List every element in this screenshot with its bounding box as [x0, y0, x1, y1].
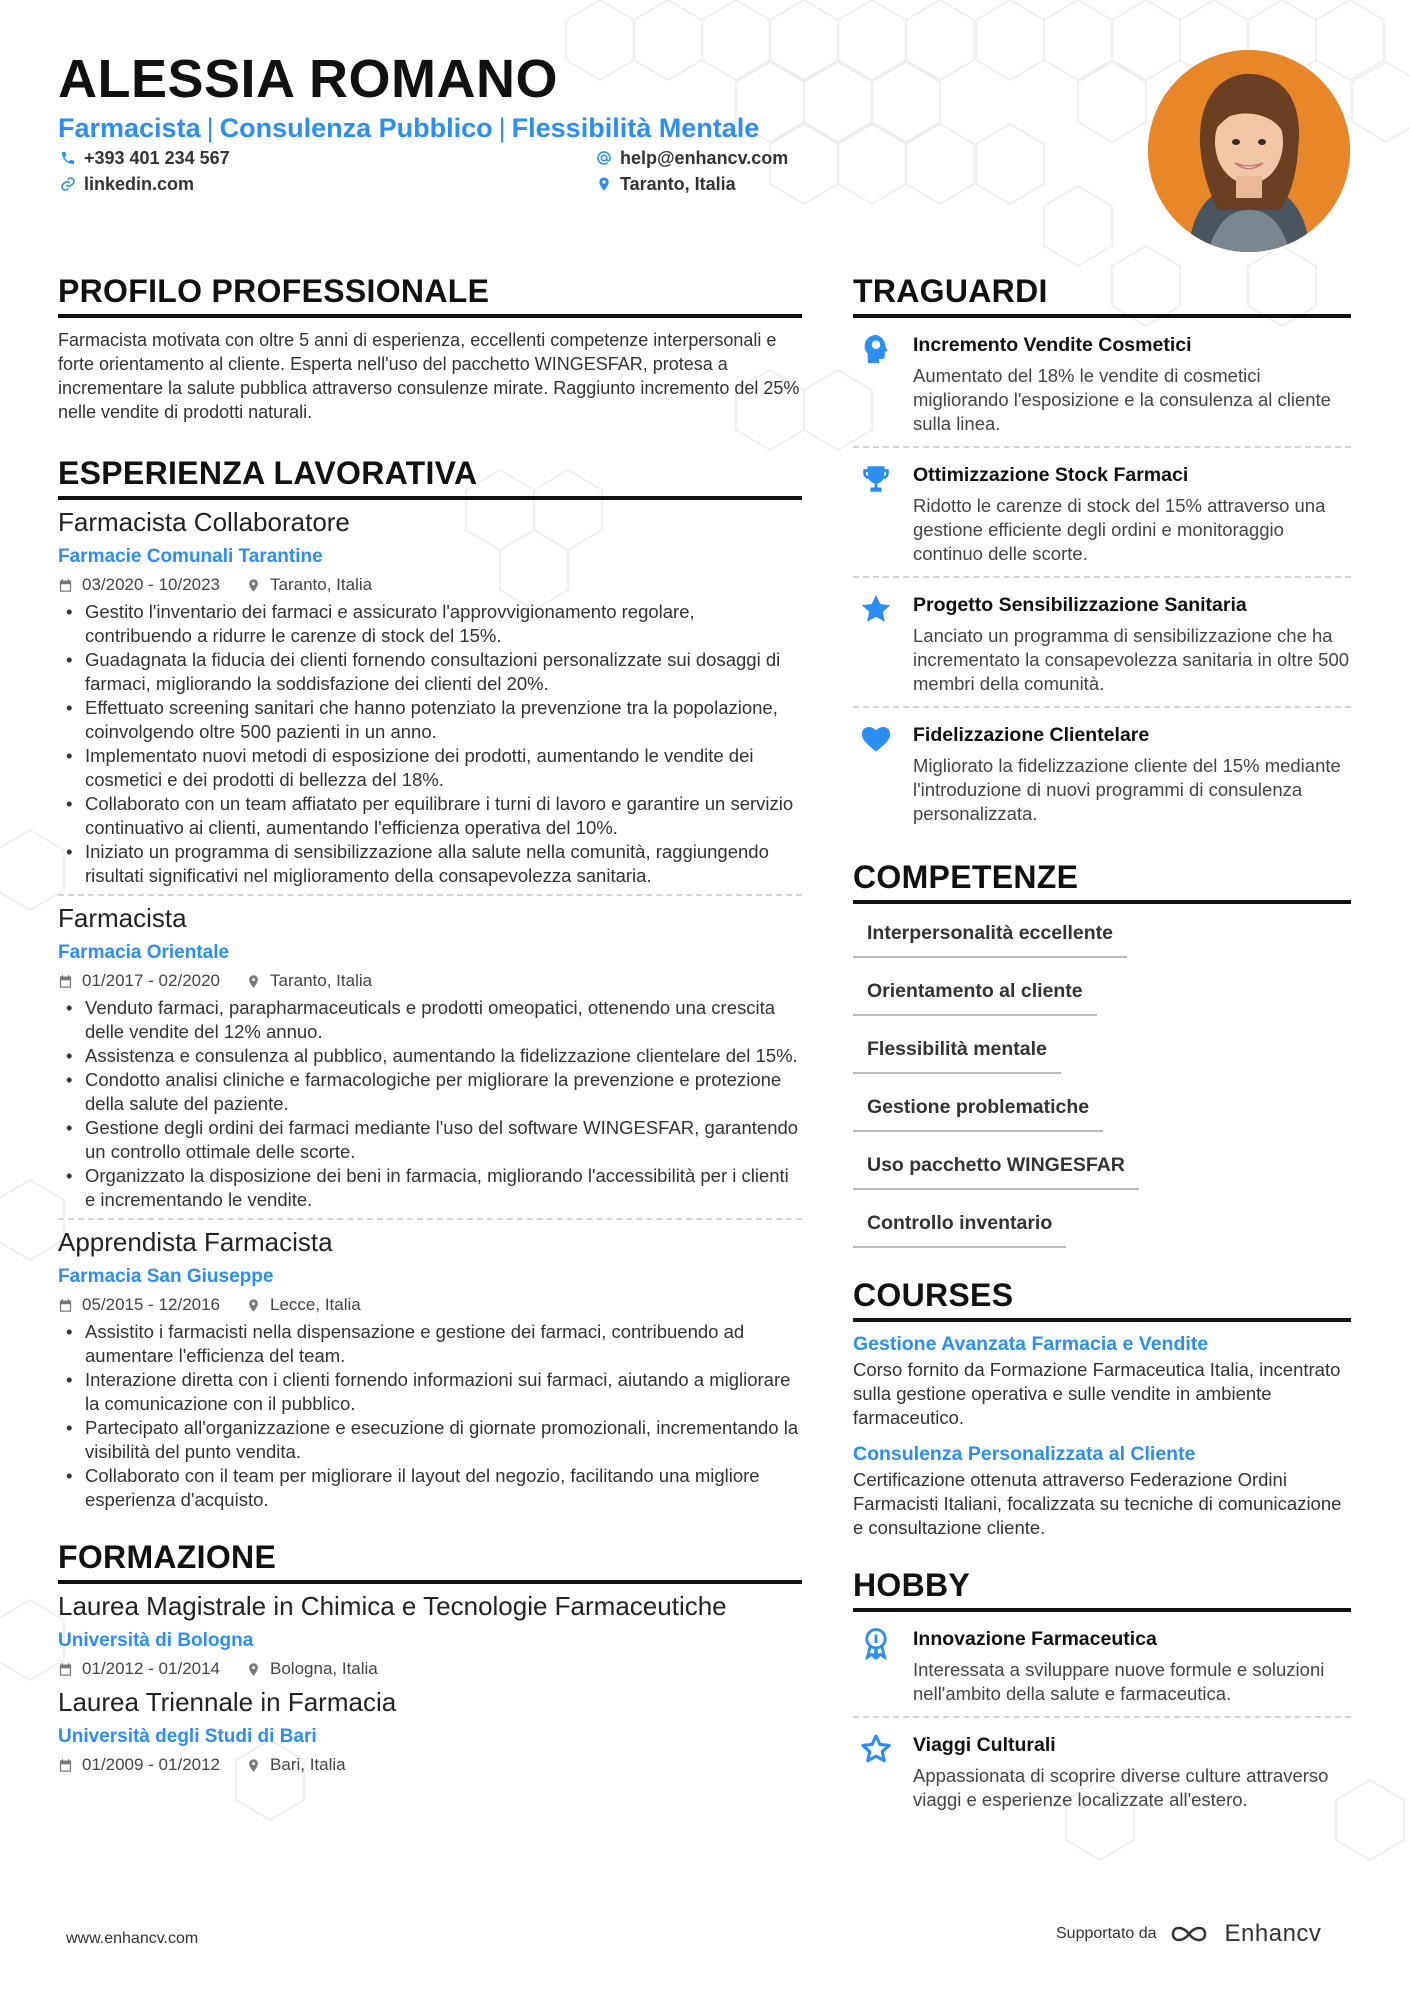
calendar-icon: [58, 1298, 73, 1313]
tagline-item: Flessibilità Mentale: [511, 113, 760, 143]
job-role: Farmacista Collaboratore: [58, 507, 350, 537]
job-company[interactable]: Farmacia San Giuseppe: [58, 1266, 274, 1287]
job-location: Taranto, Italia: [270, 575, 373, 594]
achievement-text: Ridotto le carenze di stock del 15% attraverso una gestione efficiente degli ordini e monitoraggio continuo delle scorte.: [913, 495, 1326, 564]
contact-linkedin[interactable]: [60, 173, 194, 195]
achievements-list: [853, 330, 1351, 836]
job-location: Lecce, Italia: [270, 1295, 361, 1314]
achievement-item: [853, 330, 1351, 446]
section-title-hobbies: HOBBY: [853, 1566, 1351, 1612]
powered-by-label: Supportato da: [1056, 1925, 1157, 1942]
job-bullet: • Iniziato un programma di sensibilizzazione alla salute nella comunità, raggiungendo risultati significativi nel miglioramento della consapevolezza sanitaria.: [58, 840, 802, 888]
job-bullet: • Collaborato con il team per migliorare il layout del negozio, facilitando una migliore esperienza d'acquisto.: [58, 1464, 802, 1512]
calendar-icon: [58, 1662, 73, 1677]
hobby-text: Interessata a sviluppare nuove formule e soluzioni nell'ambito della salute e farmaceutica.: [913, 1659, 1325, 1704]
job-entry: [58, 506, 802, 896]
job-bullet: • Gestione degli ordini dei farmaci mediante l'uso del software WINGESFAR, garantendo un controllo ottimale delle scorte.: [58, 1116, 802, 1164]
job-entry: [58, 902, 802, 1220]
tagline-separator: |: [498, 113, 506, 143]
hobby-text: Appassionata di scoprire diverse culture attraverso viaggi e esperienze localizzate all'estero.: [913, 1765, 1329, 1810]
education-location: Bologna, Italia: [270, 1659, 378, 1678]
brand-name: Enhancv: [1224, 1920, 1322, 1947]
entry-divider: [58, 894, 802, 896]
job-entry: [58, 1226, 802, 1512]
job-meta: [58, 574, 802, 596]
job-dates: 03/2020 - 10/2023: [82, 575, 221, 594]
section-title-education: FORMAZIONE: [58, 1538, 802, 1584]
achievement-title: Progetto Sensibilizzazione Sanitaria: [913, 594, 1247, 616]
hobby-title: Viaggi Culturali: [913, 1734, 1056, 1756]
entry-divider: [853, 1716, 1351, 1718]
job-company[interactable]: Farmacia Orientale: [58, 942, 230, 963]
achievement-title: Fidelizzazione Clientelare: [913, 724, 1150, 746]
entry-divider: [853, 576, 1351, 578]
achievement-text: Lanciato un programma di sensibilizzazione che ha incrementato la consapevolezza sanitaria in oltre 500 membri della comunità.: [913, 625, 1350, 694]
job-company[interactable]: Farmacie Comunali Tarantine: [58, 546, 323, 567]
head-icon: [859, 332, 893, 366]
education-location: Bari, Italia: [270, 1755, 346, 1774]
skill-tag: Gestione problematiche: [853, 1084, 1103, 1132]
job-location: Taranto, Italia: [270, 971, 373, 990]
job-bullet: • Partecipato all'organizzazione e esecuzione di giornate promozionali, incrementando la visibilità del punto vendita.: [58, 1416, 802, 1464]
education-entry: [58, 1590, 802, 1680]
hobby-title: Innovazione Farmaceutica: [913, 1628, 1157, 1650]
job-bullet: • Assistito i farmacisti nella dispensazione e gestione dei farmaci, contribuendo ad aumentare l'efficienza del team.: [58, 1320, 802, 1368]
achievement-item: [853, 590, 1351, 706]
footer-website[interactable]: www.enhancv.com: [66, 1930, 199, 1947]
course-title[interactable]: Consulenza Personalizzata al Cliente: [853, 1443, 1196, 1465]
achievement-title: Ottimizzazione Stock Farmaci: [913, 464, 1189, 486]
tagline-item: Farmacista: [58, 113, 201, 143]
email-address: help@enhancv.com: [620, 148, 789, 168]
entry-divider: [853, 446, 1351, 448]
candidate-name: ALESSIA ROMANO: [58, 49, 559, 109]
job-bullet: • Guadagnata la fiducia dei clienti fornendo consultazioni personalizzate sui dosaggi di farmaci, migliorando la soddisfazione dei clienti del 20%.: [58, 648, 802, 696]
education-meta: [58, 1754, 802, 1776]
job-dates: 01/2017 - 02/2020: [82, 971, 221, 990]
achievement-item: [853, 720, 1351, 836]
profile-summary: Farmacista motivata con oltre 5 anni di esperienza, eccellenti competenze interpersonali e forte orientamento al cliente. Esperta nell'uso del pacchetto WINGESFAR, protesa a incrementare la salute pubblica attraverso consulenze mirate. Raggiunto incremento del 25% nelle vendite di prodotti naturali.: [58, 330, 800, 422]
trophy-icon: [859, 462, 893, 496]
profile-photo: [1148, 50, 1350, 252]
at-sign-icon: [596, 150, 612, 166]
location-pin-icon: [246, 1298, 261, 1313]
star-icon: [859, 592, 893, 626]
achievement-text: Aumentato del 18% le vendite di cosmetici migliorando l'esposizione e la consulenza al cliente sulla linea.: [913, 365, 1331, 434]
location-pin-icon: [246, 974, 261, 989]
right-column: [853, 272, 1351, 1822]
calendar-icon: [58, 578, 73, 593]
job-meta: [58, 1294, 802, 1316]
phone-number: +393 401 234 567: [84, 148, 230, 168]
job-bullet: • Effettuato screening sanitari che hanno potenziato la prevenzione tra la popolazione, coinvolgendo oltre 500 pazienti in un anno.: [58, 696, 802, 744]
section-title-courses: COURSES: [853, 1276, 1351, 1322]
education-entry: [58, 1686, 802, 1776]
entry-divider: [58, 1218, 802, 1220]
tagline: [58, 111, 759, 145]
job-bullet: • Venduto farmaci, parapharmaceuticals e prodotti omeopatici, ottenendo una crescita delle vendite del 12% annuo.: [58, 996, 802, 1044]
contact-email[interactable]: [596, 147, 788, 169]
degree-title: Laurea Triennale in Farmacia: [58, 1687, 397, 1717]
hobby-item: [853, 1730, 1351, 1822]
job-dates: 05/2015 - 12/2016: [82, 1295, 221, 1314]
tagline-separator: |: [206, 113, 214, 143]
job-bullet: • Organizzato la disposizione dei beni in farmacia, migliorando l'accessibilità per i clienti e incrementando le vendite.: [58, 1164, 802, 1212]
job-bullets: [58, 996, 802, 1212]
achievement-text: Migliorato la fidelizzazione cliente del 15% mediante l'introduzione di nuovi programmi di consulenza personalizzata.: [913, 755, 1341, 824]
phone-icon: [60, 150, 76, 166]
location-text: Taranto, Italia: [620, 174, 736, 194]
education-meta: [58, 1658, 802, 1680]
skill-tag: Flessibilità mentale: [853, 1026, 1061, 1074]
course-title[interactable]: Gestione Avanzata Farmacia e Vendite: [853, 1333, 1209, 1355]
job-bullets: [58, 600, 802, 888]
location-pin-icon: [246, 1758, 261, 1773]
job-role: Apprendista Farmacista: [58, 1227, 333, 1257]
link-icon: [60, 176, 76, 192]
heart-icon: [859, 722, 893, 756]
section-title-profile: PROFILO PROFESSIONALE: [58, 272, 802, 318]
location-pin-icon: [246, 1662, 261, 1677]
courses-list: [853, 1330, 1351, 1540]
course-text: Certificazione ottenuta attraverso Federazione Ordini Farmacisti Italiani, focalizzata su tecniche di comunicazione e consultazione cliente.: [853, 1469, 1342, 1538]
school-name[interactable]: Università di Bologna: [58, 1630, 254, 1651]
entry-divider: [853, 706, 1351, 708]
achievement-title: Incremento Vendite Cosmetici: [913, 334, 1192, 356]
section-title-achievements: TRAGUARDI: [853, 272, 1351, 318]
hobby-item: [853, 1624, 1351, 1716]
section-title-experience: ESPERIENZA LAVORATIVA: [58, 454, 802, 500]
footer-brand[interactable]: [1056, 1920, 1321, 1948]
calendar-icon: [58, 1758, 73, 1773]
hobbies-list: [853, 1624, 1351, 1822]
course-text: Corso fornito da Formazione Farmaceutica Italia, incentrato sulla gestione operativa e sulle vendite in ambiente farmaceutico.: [853, 1359, 1341, 1428]
avatar: [1148, 50, 1350, 252]
location-pin-icon: [596, 176, 612, 192]
linkedin-url: linkedin.com: [84, 174, 195, 194]
contact-phone[interactable]: [60, 147, 230, 169]
job-bullet: • Assistenza e consulenza al pubblico, aumentando la fidelizzazione clientelare del 15%.: [58, 1044, 802, 1068]
education-dates: 01/2012 - 01/2014: [82, 1659, 221, 1678]
school-name[interactable]: Università degli Studi di Bari: [58, 1726, 317, 1747]
skill-tag: Interpersonalità eccellente: [853, 910, 1127, 958]
skills-list: [853, 910, 1351, 1258]
achievement-item: [853, 460, 1351, 576]
tagline-item: Consulenza Pubblico: [219, 113, 493, 143]
skill-tag: Controllo inventario: [853, 1200, 1066, 1248]
enhancv-logo-icon: [1169, 1922, 1213, 1946]
skill-tag: Uso pacchetto WINGESFAR: [853, 1142, 1139, 1190]
section-title-skills: COMPETENZE: [853, 858, 1351, 904]
job-bullet: • Collaborato con un team affiatato per equilibrare i turni di lavoro e garantire un servizio continuativo ai clienti, aumentando l'efficienza operativa del 10%.: [58, 792, 802, 840]
job-bullets: [58, 1320, 802, 1512]
ribbon-icon: [859, 1626, 893, 1660]
location-pin-icon: [246, 578, 261, 593]
degree-title: Laurea Magistrale in Chimica e Tecnologie Farmaceutiche: [58, 1591, 727, 1621]
calendar-icon: [58, 974, 73, 989]
star-outline-icon: [859, 1732, 893, 1766]
job-bullet: • Implementato nuovi metodi di esposizione dei prodotti, aumentando le vendite dei cosmetici e dei prodotti di bellezza del 18%.: [58, 744, 802, 792]
job-bullet: • Interazione diretta con i clienti fornendo informazioni sui farmaci, aiutando a migliorare la comunicazione con il pubblico.: [58, 1368, 802, 1416]
job-role: Farmacista: [58, 903, 187, 933]
skill-tag: Orientamento al cliente: [853, 968, 1097, 1016]
left-column: [58, 272, 802, 1776]
education-dates: 01/2009 - 01/2012: [82, 1755, 221, 1774]
job-meta: [58, 970, 802, 992]
job-bullet: • Condotto analisi cliniche e farmacologiche per migliorare la prevenzione e protezione della salute del paziente.: [58, 1068, 802, 1116]
job-bullet: • Gestito l'inventario dei farmaci e assicurato l'approvvigionamento regolare, contribuendo a ridurre le carenze di stock del 15%.: [58, 600, 802, 648]
contact-location: [596, 173, 736, 195]
